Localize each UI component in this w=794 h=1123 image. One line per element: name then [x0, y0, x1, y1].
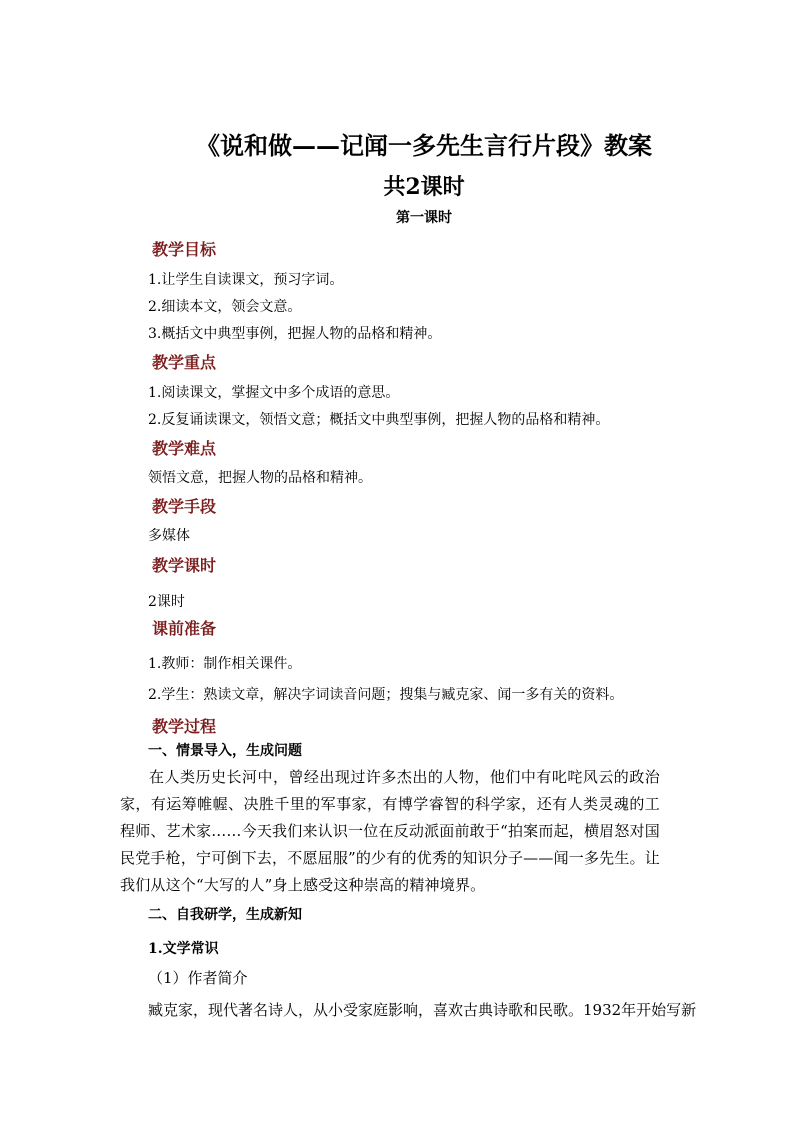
- key-points-heading: 教学重点: [152, 353, 217, 372]
- item1-title: 1.文学常识: [148, 941, 219, 957]
- goal-item: 3.概括文中典型事例，把握人物的品格和精神。: [148, 326, 442, 342]
- page-title: 《说和做——记闻一多先生言行片段》教案: [196, 131, 652, 160]
- preparation-heading: 课前准备: [152, 619, 217, 638]
- process-heading: 教学过程: [152, 717, 217, 736]
- preparation-item: 1.教师：制作相关课件。: [148, 656, 302, 672]
- step1-paragraph: 在人类历史长河中，曾经出现过许多杰出的人物，他们中有叱咤风云的政治家，有运筹帷幄、决胜千里的军事家，有博学睿智的科学家，还有人类灵魂的工程师、艺术家……今天我们来认识一位在反动派面前敢于“拍案而起，横眉怒对国民党手枪，宁可倒下去，不愿屈服”的少有的优秀的知识分子——闻一多先生。让我们从这个“大写的人”身上感受这种崇高的精神境界。: [120, 768, 660, 894]
- key-point-item: 2.反复诵读课文，领悟文意；概括文中典型事例，把握人物的品格和精神。: [148, 412, 610, 428]
- key-point-item: 1.阅读课文，掌握文中多个成语的意思。: [148, 385, 400, 401]
- item1-subtitle: （1）作者简介: [148, 969, 248, 987]
- hours-text: 2课时: [148, 594, 185, 610]
- goals-heading: 教学目标: [152, 240, 217, 259]
- step2-title: 二、自我研学，生成新知: [148, 907, 302, 923]
- lesson-label: 第一课时: [396, 210, 452, 226]
- means-text: 多媒体: [148, 528, 190, 544]
- difficulties-text: 领悟文意，把握人物的品格和精神。: [148, 470, 372, 486]
- step1-title: 一、情景导入，生成问题: [148, 743, 302, 759]
- goal-item: 1.让学生自读课文，预习字词。: [148, 272, 344, 288]
- hours-heading: 教学课时: [152, 556, 217, 575]
- goal-item: 2.细读本文，领会文意。: [148, 299, 302, 315]
- item1-text: 臧克家，现代著名诗人，从小受家庭影响，喜欢古典诗歌和民歌。1932年开始写新: [148, 1001, 697, 1019]
- difficulties-heading: 教学难点: [152, 439, 217, 458]
- means-heading: 教学手段: [152, 497, 217, 516]
- preparation-item: 2.学生：熟读文章，解决字词读音问题；搜集与臧克家、闻一多有关的资料。: [148, 687, 624, 703]
- page-subtitle: 共2课时: [383, 174, 465, 200]
